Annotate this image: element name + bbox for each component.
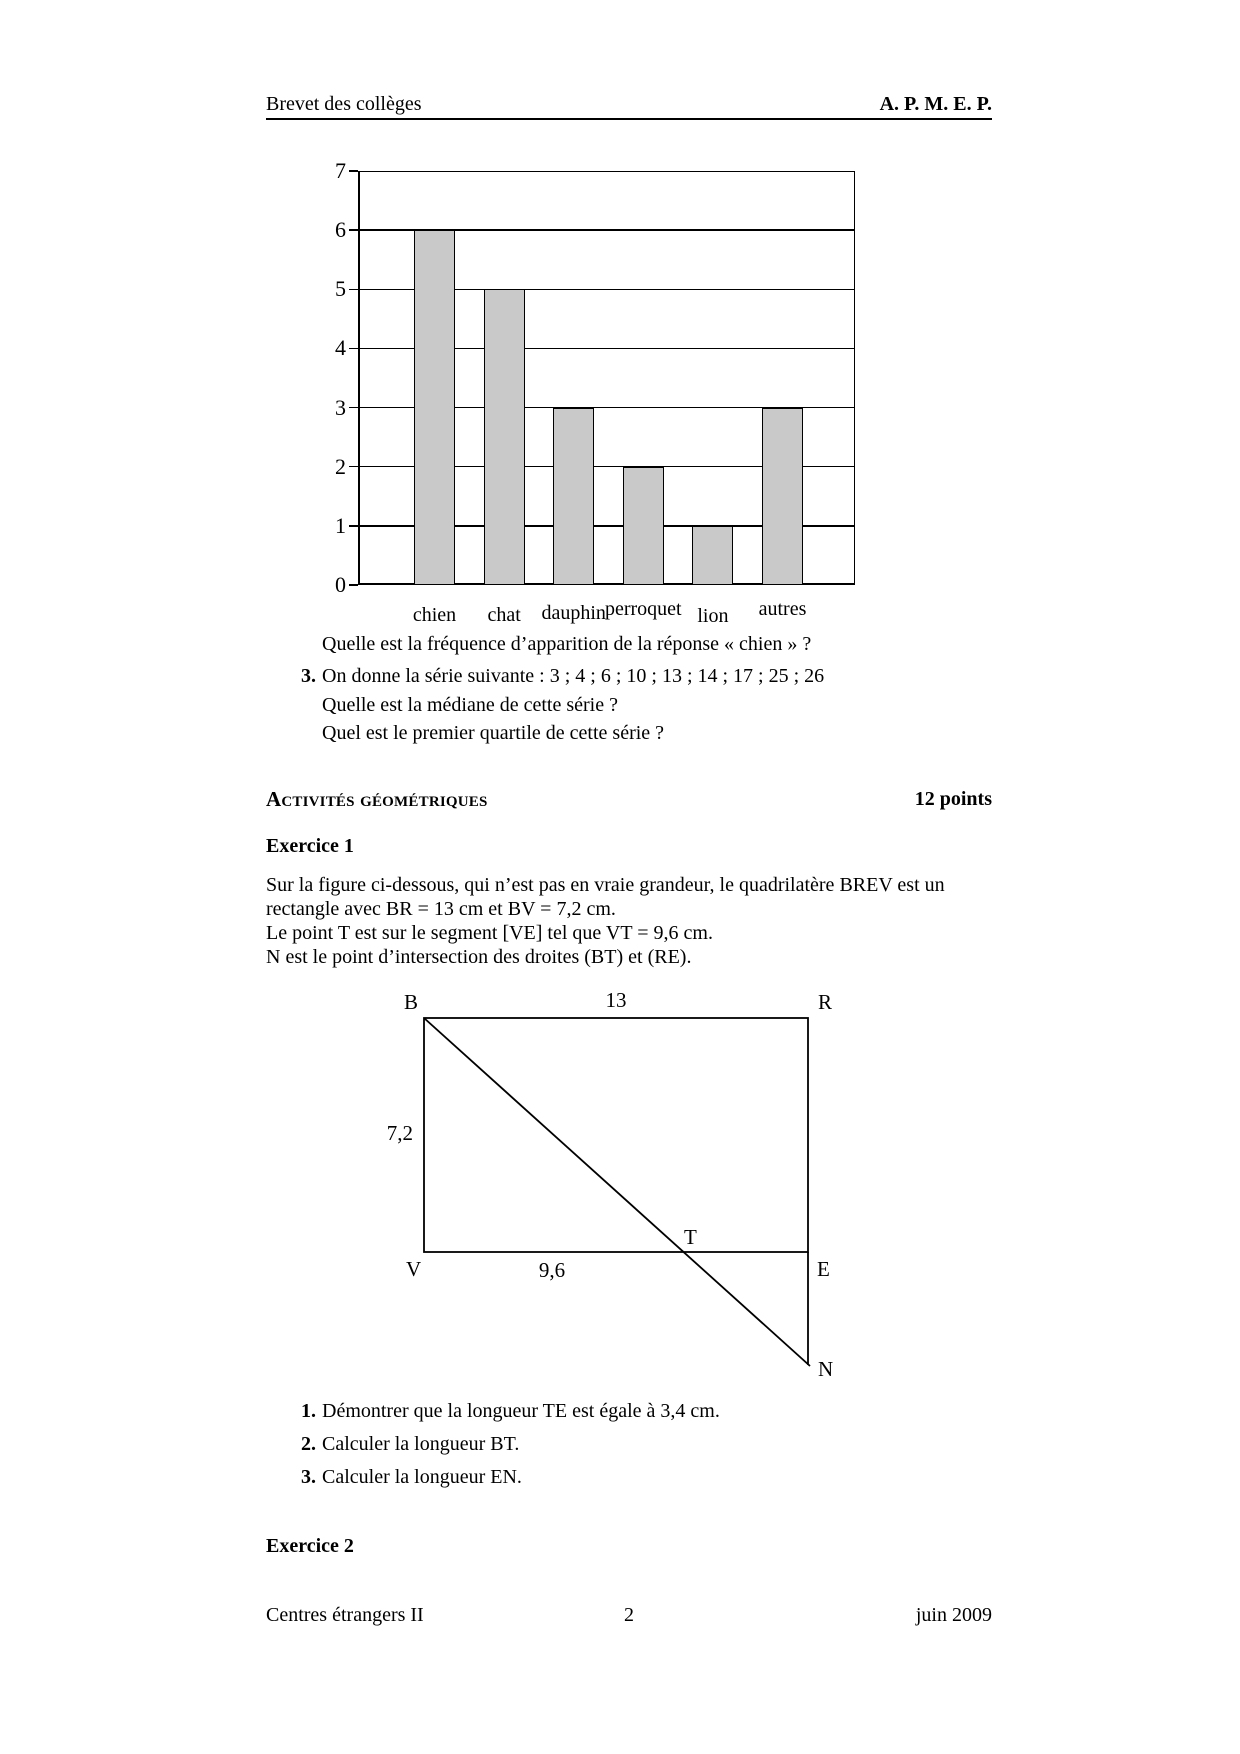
footer-page-number: 2 <box>624 1604 634 1626</box>
chart-category-label: lion <box>697 605 729 627</box>
header-left: Brevet des collèges <box>266 93 422 115</box>
chart-bar-chat <box>484 289 525 585</box>
paragraph-line: Le point T est sur le segment [VE] tel que VT = 9,6 cm. <box>266 922 713 944</box>
chart-ytick-label: 6 <box>335 217 346 243</box>
dimension-label-13: 13 <box>605 988 627 1012</box>
list-item-marker: 3. <box>301 665 316 687</box>
list-item-text: Démontrer que la longueur TE est égale à 3,4 cm. <box>322 1400 720 1422</box>
dimension-label-9-6: 9,6 <box>538 1258 566 1282</box>
chart-tick <box>349 584 358 586</box>
chart-tick <box>349 525 358 527</box>
chart-ytick-label: 0 <box>335 572 346 597</box>
point-label-R: R <box>818 990 833 1014</box>
exercise1-title: Exercice 1 <box>266 835 354 857</box>
exercise2-title: Exercice 2 <box>266 1535 354 1557</box>
chart-tick <box>349 170 358 172</box>
list-item-marker: 2. <box>301 1433 316 1455</box>
chart-tick <box>349 466 358 468</box>
chart-category-label: perroquet <box>604 598 682 620</box>
point-label-B: B <box>404 990 419 1014</box>
question-median: Quelle est la médiane de cette série ? <box>322 694 618 716</box>
rectangle-BREV <box>424 1018 808 1252</box>
chart-bar-chien <box>414 230 455 585</box>
list-item-marker: 3. <box>301 1466 316 1488</box>
geometry-figure <box>350 980 870 1380</box>
chart-tick <box>349 289 358 291</box>
chart-tick <box>349 229 358 231</box>
line-B-T-N <box>424 1018 810 1366</box>
list-item-marker: 1. <box>301 1400 316 1422</box>
chart-category-label: autres <box>758 598 807 620</box>
chart-bar-dauphin <box>553 408 594 585</box>
dimension-label-7-2: 7,2 <box>386 1121 413 1145</box>
footer-left: Centres étrangers II <box>266 1604 424 1626</box>
point-label-V: V <box>406 1257 422 1281</box>
section-points-badge: 12 points <box>914 788 992 810</box>
chart-bar-lion <box>692 526 733 585</box>
chart-category-label: dauphin <box>541 602 606 624</box>
chart-category-label: chien <box>412 604 457 626</box>
point-label-N: N <box>818 1357 834 1381</box>
header-right: A. P. M. E. P. <box>879 93 992 115</box>
section-heading: Activités géométriques <box>266 787 488 811</box>
chart-category-label: chat <box>487 604 521 626</box>
list-item-text: Calculer la longueur BT. <box>322 1433 520 1455</box>
chart-bar-autres <box>762 408 803 585</box>
chart-bar-perroquet <box>623 467 664 585</box>
chart-ytick-label: 1 <box>335 512 346 538</box>
chart-ytick-label: 4 <box>335 335 346 361</box>
paragraph-line: N est le point d’intersection des droites (BT) et (RE). <box>266 946 692 968</box>
footer-right: juin 2009 <box>915 1604 992 1626</box>
chart-ytick-label: 7 <box>335 158 346 183</box>
chart-ytick-label: 5 <box>335 276 346 302</box>
list-item-text: On donne la série suivante : 3 ; 4 ; 6 ; 10 ; 13 ; 14 ; 17 ; 25 ; 26 <box>322 665 825 687</box>
point-label-T: T <box>684 1225 697 1249</box>
chart-ytick-label: 2 <box>335 453 346 479</box>
chart-tick <box>349 407 358 409</box>
point-label-E: E <box>817 1257 830 1281</box>
list-item-text: Calculer la longueur EN. <box>322 1466 522 1488</box>
paragraph-line: rectangle avec BR = 13 cm et BV = 7,2 cm. <box>266 898 616 920</box>
question-frequency: Quelle est la fréquence d’apparition de la réponse « chien » ? <box>322 633 812 655</box>
chart-ytick-label: 3 <box>335 394 346 420</box>
paragraph-line: Sur la figure ci-dessous, qui n’est pas en vraie grandeur, le quadrilatère BREV est un <box>266 874 945 896</box>
question-quartile: Quel est le premier quartile de cette série ? <box>322 722 665 744</box>
chart-tick <box>349 348 358 350</box>
